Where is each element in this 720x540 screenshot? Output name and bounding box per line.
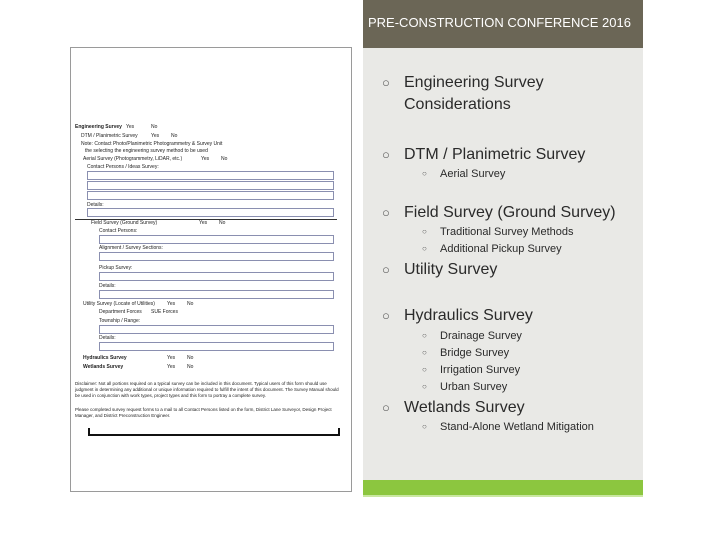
form-hydraulics-no: No	[187, 355, 194, 361]
form-no-radio: No	[151, 124, 158, 130]
form-wetlands-yes: Yes	[167, 364, 176, 370]
sub-bullet-aerial-survey	[422, 167, 506, 181]
form-utility-no: No	[187, 301, 194, 307]
sub-bullet-icon: ○	[422, 422, 427, 431]
sub-bullet-label: Stand-Alone Wetland Mitigation	[440, 421, 594, 433]
sub-bullet-icon: ○	[422, 331, 427, 340]
sub-bullet-bridge	[422, 346, 510, 360]
sub-bullet-icon: ○	[422, 382, 427, 391]
bullet-wetlands-survey	[382, 397, 525, 419]
bullet-field-survey	[382, 202, 616, 224]
form-aerial-label: Aerial Survey (Photogrammetry, LiDAR, etc.)	[83, 156, 183, 162]
bullet-label: Field Survey (Ground Survey)	[404, 204, 616, 221]
bullet-engineering-survey	[382, 72, 634, 116]
bullet-icon: ○	[382, 400, 390, 415]
sub-bullet-icon: ○	[422, 227, 427, 236]
bullet-icon: ○	[382, 75, 390, 90]
form-field-no: No	[219, 220, 226, 226]
bullet-hydraulics-survey	[382, 305, 533, 327]
sub-bullet-icon: ○	[422, 365, 427, 374]
sub-bullet-label: Drainage Survey	[440, 330, 522, 342]
bullet-dtm-survey	[382, 144, 586, 166]
form-engineering-survey-label: Engineering Survey	[75, 124, 122, 130]
bullet-label: DTM / Planimetric Survey	[404, 146, 586, 163]
bullet-icon: ○	[382, 147, 390, 162]
bullet-label: Utility Survey	[404, 261, 498, 278]
bullet-icon: ○	[382, 308, 390, 323]
sub-bullet-irrigation	[422, 363, 521, 377]
header-title: PRE-CONSTRUCTION CONFERENCE 2016	[368, 15, 631, 30]
form-contact-persons-2-label: Contact Persons:	[99, 228, 138, 234]
form-completed-note: Please completed survey request forms to a mail to all Contact Persons listed on the form, District Lane Surveyor, Design Project Manager, and District Preconstruction Engineer.	[75, 407, 332, 418]
form-utility-yes: Yes	[167, 301, 176, 307]
form-details-2-label: Details:	[99, 283, 116, 289]
form-alignment-label: Alignment / Survey Sections:	[99, 245, 163, 251]
sub-bullet-label: Additional Pickup Survey	[440, 243, 562, 255]
form-wetlands-no: No	[187, 364, 194, 370]
form-dtm-no: No	[171, 133, 178, 139]
bullet-icon: ○	[382, 262, 390, 277]
bullet-label: Engineering Survey Considerations	[404, 74, 544, 113]
form-aerial-yes: Yes	[201, 156, 210, 162]
form-hydraulics-label: Hydraulics Survey	[83, 355, 127, 361]
sub-bullet-icon: ○	[422, 348, 427, 357]
form-details-label: Details:	[87, 202, 104, 208]
form-sue-forces: SUE Forces	[151, 309, 178, 315]
form-dtm-yes: Yes	[151, 133, 160, 139]
form-field-yes: Yes	[199, 220, 208, 226]
form-hydraulics-yes: Yes	[167, 355, 176, 361]
form-pickup-label: Pickup Survey:	[99, 265, 133, 271]
sub-bullet-icon: ○	[422, 244, 427, 253]
sub-bullet-label: Traditional Survey Methods	[440, 226, 574, 238]
sub-bullet-traditional	[422, 225, 574, 239]
form-disclaimer: Disclaimer: Not all portions required on a typical survey can be included in this document. Typical users of this form should use judgment in determining any additional or unique information required to fulfill the intent of this document. The Survey Manual should be used in conjunction with work types, project types and this form to portray a complete survey.	[75, 381, 339, 398]
form-note: Note: Contact Photo/Planimetric Photogrammetry & Survey Unit	[81, 141, 223, 147]
form-note-2: the selecting the engineering survey method to be used	[85, 148, 208, 154]
bullet-label: Hydraulics Survey	[404, 307, 533, 324]
form-department-forces: Department Forces	[99, 309, 142, 315]
bullet-icon: ○	[382, 205, 390, 220]
form-field-survey-label: Field Survey (Ground Survey)	[91, 220, 158, 226]
sub-bullet-icon: ○	[422, 169, 427, 178]
sub-bullet-label: Bridge Survey	[440, 347, 510, 359]
bullet-utility-survey	[382, 259, 498, 281]
form-yes-radio: Yes	[126, 124, 135, 130]
bullet-label: Wetlands Survey	[404, 399, 525, 416]
sub-bullet-label: Aerial Survey	[440, 168, 506, 180]
form-aerial-no: No	[221, 156, 228, 162]
sub-bullet-urban	[422, 380, 508, 394]
form-contact-persons-label: Contact Persons / Ideas Survey:	[87, 164, 159, 170]
sub-bullet-additional-pickup	[422, 242, 562, 256]
sub-bullet-label: Irrigation Survey	[440, 364, 521, 376]
form-wetlands-label: Wetlands Survey	[83, 364, 124, 370]
sub-bullet-stand-alone-wetland	[422, 420, 594, 434]
form-dtm-label: DTM / Planimetric Survey	[81, 133, 138, 139]
sub-bullet-drainage	[422, 329, 522, 343]
sub-bullet-label: Urban Survey	[440, 381, 508, 393]
form-utility-label: Utility Survey (Locate of Utilities)	[83, 301, 155, 307]
form-details-3-label: Details:	[99, 335, 116, 341]
form-township-label: Township / Range:	[99, 318, 141, 324]
